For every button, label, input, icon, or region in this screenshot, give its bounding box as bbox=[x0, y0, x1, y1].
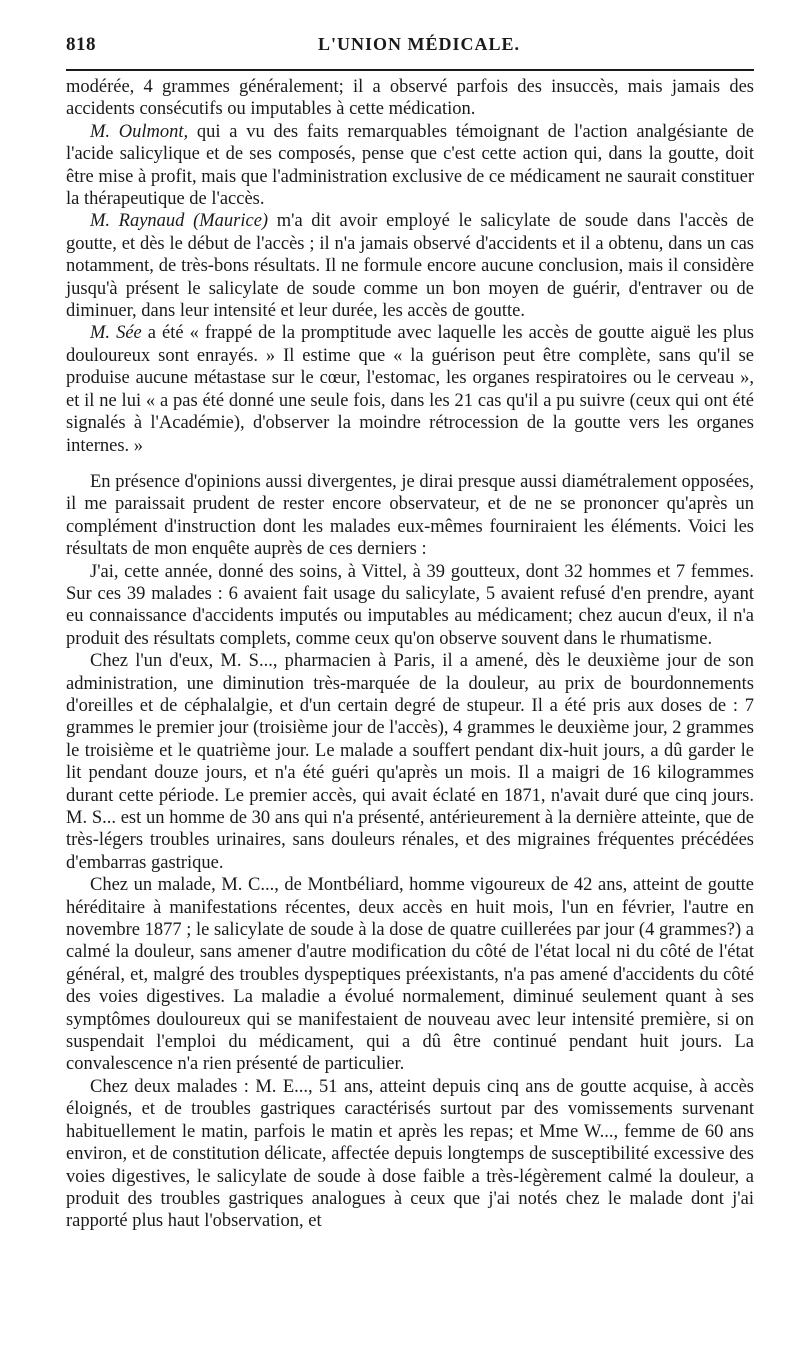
paragraph-text: qui a vu des faits remarquables témoignant de l'action analgésiante de l'acide salicylique et de ses composés, pense que c'est cette action qui, dans la goutte, doit être mise à profit, mais que l'administration exclusive de ce médicament ne saurait constituer la thérapeutique de l'accès. bbox=[66, 121, 754, 210]
running-title: L'UNION MÉDICALE. bbox=[318, 34, 521, 54]
speaker-name: M. Oulmont, bbox=[90, 121, 189, 142]
paragraph-case-c bbox=[66, 874, 754, 1076]
paragraph-text: Chez un malade, M. C..., de Montbéliard, homme vigoureux de 42 ans, atteint de goutte héréditaire à manifestations récentes, deux accès en huit mois, l'un en février, l'autre en novembre 1877 ; le salicylate de soude à la dose de quatre cuillerées par jour (4 grammes?) a calmé la douleur, sans amener d'autre modification du côté de l'état local ni du côté de l'état général, et, malgré des troubles dyspeptiques préexistants, n'a pas amené d'accidents du côté des voies digestives. La maladie a évolué normalement, diminué seulement quant à ses symptômes douloureux qui se manifestaient de nouveau avec leur intensité première, si on suspendait l'emploi du médicament, qui a dû être continué pendant huit jours. La convalescence n'a rien présenté de particulier. bbox=[66, 875, 754, 1075]
paragraph-continuation bbox=[66, 76, 754, 121]
paragraph-case-s bbox=[66, 650, 754, 874]
article-body bbox=[66, 76, 754, 1233]
paragraph-divergent-opinions bbox=[66, 471, 754, 561]
paragraph-oulmont bbox=[66, 121, 754, 211]
paragraph-two-patients bbox=[66, 1076, 754, 1233]
page-header bbox=[66, 30, 756, 58]
header-rule bbox=[66, 69, 754, 71]
paragraph-text: a été « frappé de la promptitude avec laquelle les accès de goutte aiguë les plus douloureux sont enrayés. » Il estime que « la guérison peut être complète, sans qu'il se produise aucune métastase sur le cœur, l'estomac, les organes respiratoires ou le cerveau », et il ne lui « a pas été donné une seule fois, dans les 21 cas qu'il a pu suivre (ceux qui ont été signalés à l'Académie), d'observer la moindre rétrocession de la goutte vers les organes internes. » bbox=[66, 323, 754, 456]
paragraph-text: J'ai, cette année, donné des soins, à Vittel, à 39 goutteux, dont 32 hommes et 7 femmes. Sur ces 39 malades : 6 avaient fait usage du salicylate, 5 avaient refusé d'en prendre, ayant eu connaissance d'accidents imputés ou imputables au médicament; chez aucun d'eux, il n'a produit des résultats complets, comme ceux qu'on observe souvent dans le rhumatisme. bbox=[66, 561, 754, 649]
page-number: 818 bbox=[66, 34, 96, 55]
paragraph-text: En présence d'opinions aussi divergentes, je dirai presque aussi diamétralement opposées, il me paraissait prudent de rester encore observateur, et de ne se prononcer qu'après un complément d'instruction dont les malades eux-mêmes fourniraient les éléments. Voici les résultats de mon enquête auprès de ces derniers : bbox=[66, 471, 754, 560]
paragraph-text: Chez deux malades : M. E..., 51 ans, atteint depuis cinq ans de goutte acquise, à accès éloignés, et de troubles gastriques caractérisés surtout par des vomissements survenant habituellement le matin, parfois le matin et après les repas; et Mme W..., femme de 60 ans environ, et de constitution délicate, affectée depuis longtemps de susceptibilité excessive des voies digestives, le salicylate de soude à dose faible a très-légèrement calmé la douleur, a produit des troubles gastriques analogues à ceux que j'ai notés chez le malade dont j'ai rapporté plus haut l'observation, et bbox=[66, 1076, 754, 1232]
paragraph-vittel-patients bbox=[66, 561, 754, 651]
speaker-name: M. Sée bbox=[90, 323, 142, 344]
paragraph-text: m'a dit avoir employé le salicylate de soude dans l'accès de goutte, et dès le début de l'accès ; il n'a jamais observé d'accidents et il a obtenu, dans un cas notamment, de très-bons résultats. Il ne formule encore aucune conclusion, mais il considère jusqu'à présent le salicylate de soude comme un bon moyen de guérir, d'entraver ou de diminuer, dans leur intensité et leur durée, les accès de goutte. bbox=[66, 211, 754, 322]
paragraph-text: modérée, 4 grammes généralement; il a observé parfois des insuccès, mais jamais des accidents consécutifs ou imputables à cette médication. bbox=[66, 77, 754, 120]
paragraph-raynaud bbox=[66, 210, 754, 322]
paragraph-text: Chez l'un d'eux, M. S..., pharmacien à Paris, il a amené, dès le deuxième jour de son administration, une diminution très-marquée de la douleur, au prix de bourdonnements d'oreilles et de céphalalgie, et d'un certain degré de stupeur. Il a été pris aux doses de : 7 grammes le premier jour (troisième jour de l'accès), 4 grammes le deuxième jour, 2 grammes le troisième et le quatrième jour. Le malade a souffert pendant dix-huit jours, a dû garder le lit pendant douze jours, et n'a été guéri qu'après un mois. Il a maigri de 16 kilogrammes durant cette période. Le premier accès, qui avait éclaté en 1871, n'avait duré que cinq jours. M. S... est un homme de 30 ans qui n'a présenté, antérieurement à la dernière atteinte, que de très-légers troubles urinaires, sans douleurs rénales, et des migraines fréquentes précédées d'embarras gastrique. bbox=[66, 651, 754, 873]
paragraph-see bbox=[66, 322, 754, 456]
speaker-name: M. Raynaud (Maurice) bbox=[90, 211, 269, 232]
